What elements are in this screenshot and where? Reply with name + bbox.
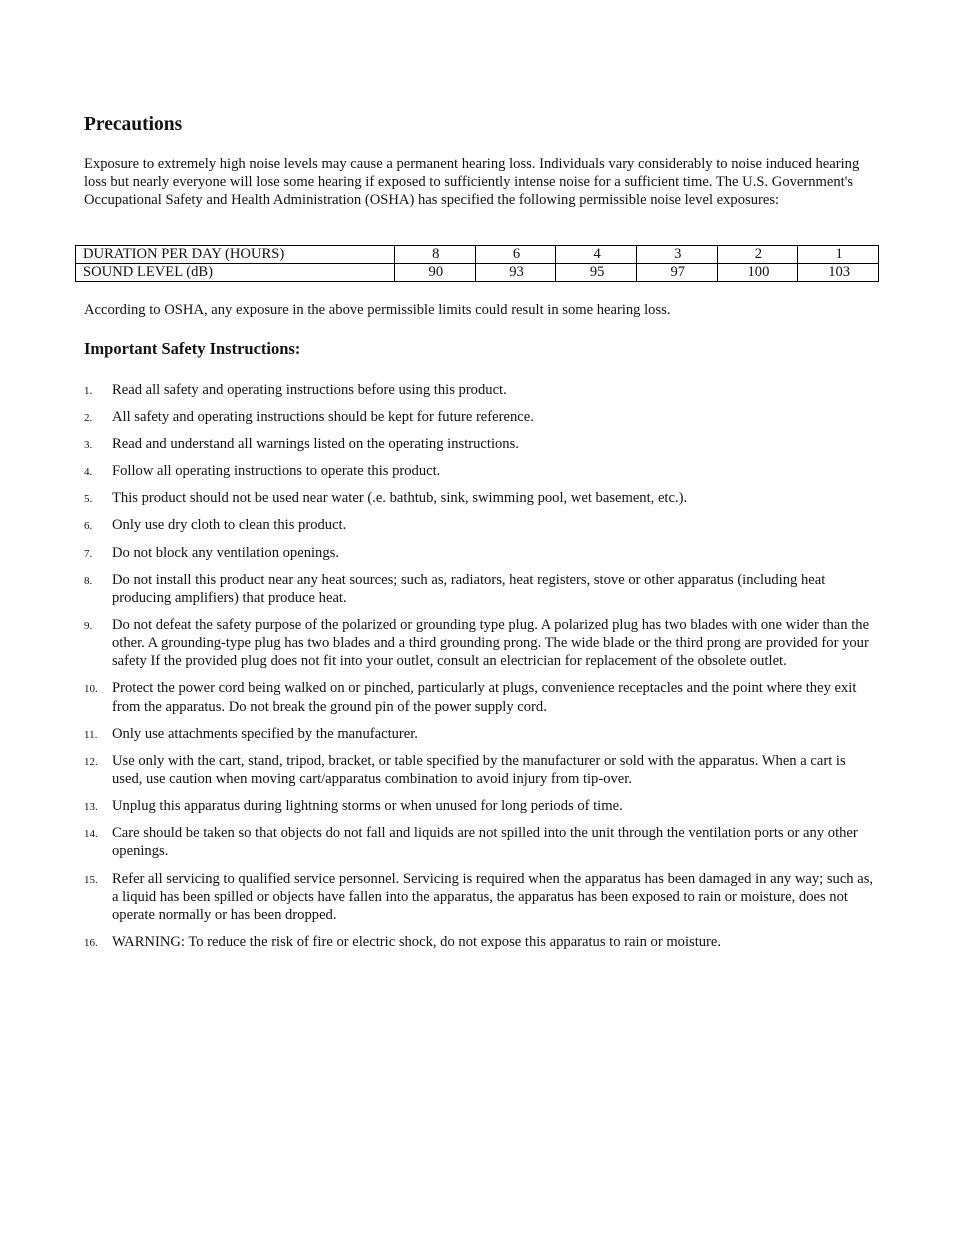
table-cell: 93 [475,264,556,282]
item-text: Follow all operating instructions to operate this product. [112,463,441,480]
item-number: 10. [84,683,98,696]
item-number: 14. [84,828,98,841]
item-number: 7. [84,547,93,560]
item-text: Only use attachments specified by the manufacturer. [112,725,418,742]
item-number: 5. [84,493,93,506]
osha-note: According to OSHA, any exposure in the above permissible limits could result in some hearing loss. [84,302,671,318]
table-cell: 3 [636,246,717,264]
item-text: Care should be taken so that objects do not fall and liquids are not spilled into the unit through the ventilation ports or any other openings. [112,825,858,860]
item-number: 4. [84,466,93,479]
item-text: All safety and operating instructions should be kept for future reference. [112,409,534,426]
list-item [84,616,874,671]
list-item [84,824,874,860]
table-row [76,264,879,282]
table-cell: 4 [556,246,637,264]
item-text: Use only with the cart, stand, tripod, bracket, or table specified by the manufacturer or sold with the apparatus. When a cart is used, use caution when moving cart/apparatus combination to avoid injury from tip-over. [112,752,846,788]
item-number: 9. [84,619,93,632]
item-text: Do not defeat the safety purpose of the polarized or grounding type plug. A polarized plug has two blades with one wider than the other. A grounding-type plug has two blades and a third grounding prong. The wide blade or the third prong are provided for your safety If the provided plug does not fit into your outlet, consult an electrician for replacement of the obsolete outlet. [112,616,870,670]
list-item [84,544,874,562]
safety-instructions-heading: Important Safety Instructions: [84,339,301,358]
list-item [84,462,874,480]
list-item [84,679,874,715]
row-label: SOUND LEVEL (dB) [76,264,395,282]
table-cell: 97 [636,264,717,282]
item-text: WARNING: To reduce the risk of fire or electric shock, do not expose this apparatus to rain or moisture. [112,934,722,951]
item-text: Protect the power cord being walked on or pinched, particularly at plugs, convenience receptacles and the point where they exit from the apparatus. Do not break the ground pin of the power supply cord. [112,680,857,715]
list-item [84,489,874,507]
table-cell: 90 [395,264,476,282]
item-text: Only use dry cloth to clean this product. [112,517,347,534]
item-number: 16. [84,937,98,950]
item-number: 2. [84,412,93,425]
table-cell: 103 [798,264,879,282]
item-number: 13. [84,801,98,814]
list-item [84,381,874,399]
row-label: DURATION PER DAY (HOURS) [76,246,395,264]
table-cell: 1 [798,246,879,264]
item-text: Read all safety and operating instructions before using this product. [112,382,507,398]
noise-exposure-table [75,245,879,282]
list-item [84,725,874,743]
table-cell: 95 [556,264,637,282]
table-cell: 2 [717,246,798,264]
item-number: 15. [84,873,98,886]
table-cell: 6 [475,246,556,264]
item-text: This product should not be used near water (.e. bathtub, sink, swimming pool, wet basement, etc.). [112,490,688,507]
item-text: Do not install this product near any heat sources; such as, radiators, heat registers, stove or other apparatus (including heat producing amplifiers) that produce heat. [112,571,826,606]
list-item [84,752,874,788]
item-number: 8. [84,574,93,587]
list-item [84,516,874,534]
list-item [84,933,874,951]
item-number: 3. [84,439,93,452]
list-item [84,571,874,607]
item-text: Refer all servicing to qualified service personnel. Servicing is required when the apparatus has been damaged in any way; such as, a liquid has been spilled or objects have fallen into the apparatus, the apparatus has been exposed to rain or moisture, does not operate normally or has been dropped. [112,870,874,923]
item-number: 6. [84,520,93,533]
table-row [76,246,879,264]
list-item [84,435,874,453]
list-item [84,797,874,815]
list-item [84,408,874,426]
table-cell: 100 [717,264,798,282]
item-text: Read and understand all warnings listed on the operating instructions. [112,436,519,453]
item-number: 1. [84,385,93,397]
item-text: Do not block any ventilation openings. [112,544,339,561]
item-number: 12. [84,755,98,768]
item-text: Unplug this apparatus during lightning storms or when unused for long periods of time. [112,798,623,815]
safety-instructions-list [84,381,874,960]
item-number: 11. [84,728,98,741]
list-item [84,870,874,925]
table-cell: 8 [395,246,476,264]
intro-paragraph: Exposure to extremely high noise levels may cause a permanent hearing loss. Individuals vary considerably to noise induced hearing loss but nearly everyone will lose some hearing if exposed to sufficiently intense noise for a sufficient time. The U.S. Government's Occupational Safety and Health Administration (OSHA) has specified the following permissible noise level exposures: [84,156,860,209]
page-title: Precautions [84,114,183,135]
